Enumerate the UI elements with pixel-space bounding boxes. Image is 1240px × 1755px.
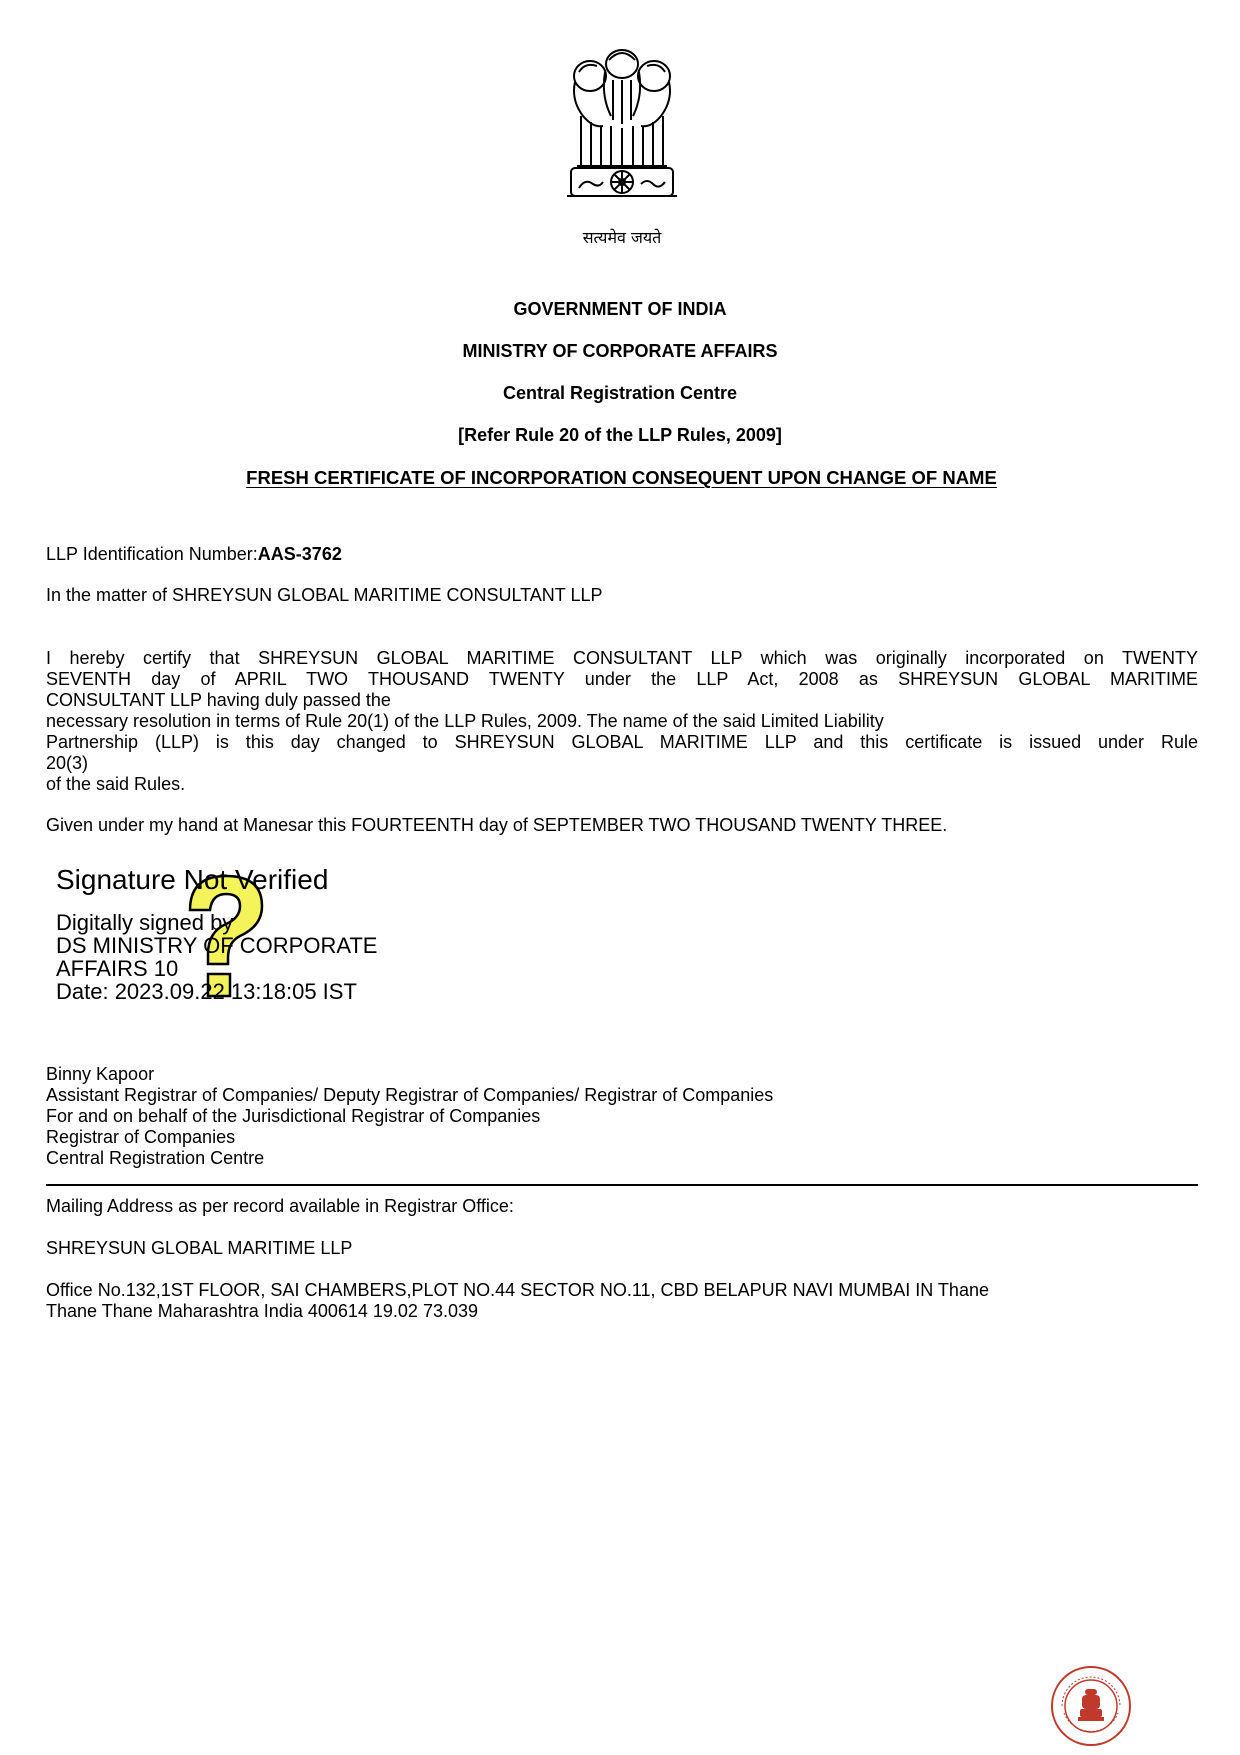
mailing-address-2: Thane Thane Maharashtra India 400614 19.02 73.039 [46,1301,478,1321]
emblem-motto: सत्यमेव जयते [582,228,662,247]
header-government: GOVERNMENT OF INDIA [513,299,727,319]
header-centre: Central Registration Centre [502,383,738,403]
llp-id-label: LLP Identification Number: [46,544,258,564]
mailing-address-1: Office No.132,1ST FLOOR, SAI CHAMBERS,PLOT NO.44 SECTOR NO.11, CBD BELAPUR NAVI MUMBAI IN Thane [46,1280,989,1300]
certify-line-7: of the said Rules. [46,774,186,794]
registrar-name: Binny Kapoor [46,1064,155,1084]
ministry-seal-icon [1050,1665,1132,1747]
certify-line-2: SEVENTH day of APRIL TWO THOUSAND TWENTY under the LLP Act, 2008 as SHREYSUN GLOBAL MARITIME [46,669,1198,689]
certify-line-1: I hereby certify that SHREYSUN GLOBAL MARITIME CONSULTANT LLP which was originally incorporated on TWENTY [46,648,1198,668]
signature-date: Date: 2023.09.22 13:18:05 IST [56,979,357,1004]
llp-identification [46,544,342,565]
certify-line-5: Partnership (LLP) is this day changed to SHREYSUN GLOBAL MARITIME LLP and this certificate is issued under Rule [46,732,1198,752]
certify-line-6: 20(3) [46,753,89,773]
header-rule: [Refer Rule 20 of the LLP Rules, 2009] [458,425,782,445]
matter-line: In the matter of SHREYSUN GLOBAL MARITIME CONSULTANT LLP [46,585,603,605]
signature-line-2: DS MINISTRY OF CORPORATE [56,933,378,958]
registrar-centre: Central Registration Centre [46,1148,265,1168]
certify-line-4: necessary resolution in terms of Rule 20(1) of the LLP Rules, 2009. The name of the said Limited Liability [46,711,884,731]
registrar-designation: Assistant Registrar of Companies/ Deputy Registrar of Companies/ Registrar of Companies [46,1085,774,1105]
divider [46,1184,1198,1186]
mailing-name: SHREYSUN GLOBAL MARITIME LLP [46,1238,353,1258]
signature-line-3: AFFAIRS 10 [56,956,179,981]
national-emblem-icon [557,42,687,257]
signature-line-1: Digitally signed by [56,910,234,935]
signature-status: Signature Not Verified [56,864,329,895]
registrar-behalf: For and on behalf of the Jurisdictional Registrar of Companies [46,1106,541,1126]
mailing-label: Mailing Address as per record available in Registrar Office: [46,1196,514,1216]
given-line: Given under my hand at Manesar this FOURTEENTH day of SEPTEMBER TWO THOUSAND TWENTY THREE. [46,815,948,835]
certify-line-3: CONSULTANT LLP having duly passed the [46,690,391,710]
header-ministry: MINISTRY OF CORPORATE AFFAIRS [462,341,778,361]
certificate-title: FRESH CERTIFICATE OF INCORPORATION CONSEQUENT UPON CHANGE OF NAME [246,467,997,488]
registrar-office: Registrar of Companies [46,1127,236,1147]
llp-id-number: AAS-3762 [257,544,342,564]
